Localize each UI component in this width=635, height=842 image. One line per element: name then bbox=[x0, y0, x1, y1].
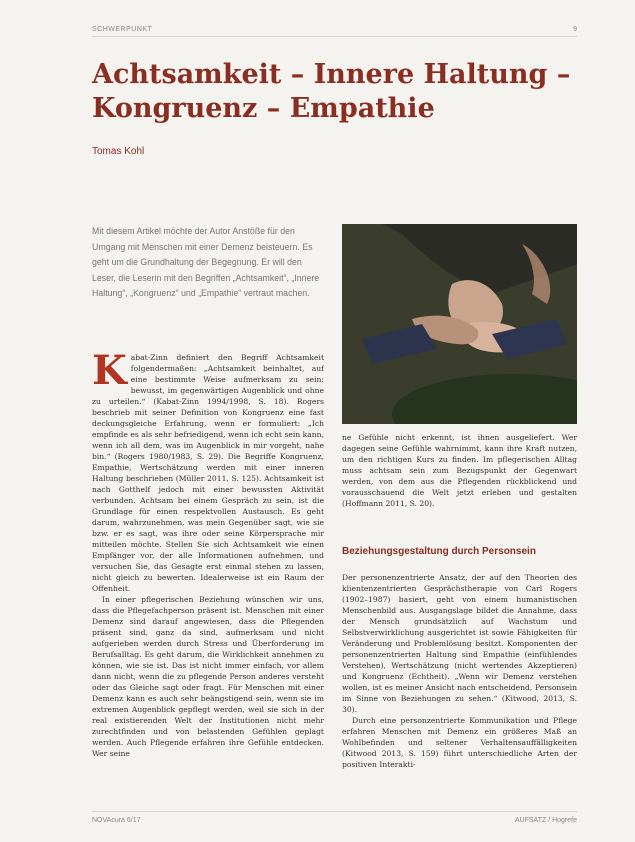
article-title: Achtsamkeit – Innere Haltung – Kongruenz – Empathie bbox=[92, 59, 571, 124]
body-paragraph: Durch eine personzentrierte Kommunikation und Pflege erfahren Menschen mit Demenz ein größeres Maß an Wohlbefinden und seltener Verhaltensauffälligkeiten (Kitwood 2013, S. 159) führt unterschiedliche Arten der positiven Interakti- bbox=[342, 716, 577, 769]
running-head: SCHWERPUNKT bbox=[92, 26, 153, 33]
body-column-1 bbox=[92, 352, 324, 812]
article-author: Tomas Kohl bbox=[92, 146, 145, 157]
section-subheading: Beziehungsgestaltung durch Personsein bbox=[342, 546, 536, 557]
body-column-2 bbox=[342, 572, 577, 812]
hands-photo-illustration bbox=[342, 224, 577, 424]
drop-cap: K bbox=[92, 352, 127, 394]
bottom-rule bbox=[92, 811, 577, 812]
body-paragraph: In einer pflegerischen Beziehung wünschen wir uns, dass die Pflegefachperson präsent ist. Menschen mit einer Demenz sind darauf angewiesen, dass die Pflegenden präsent sind, ganz da sind, aufmerksam und nicht aufgerieben werden durch Stress und Überforderung im Berufsalltag. Es geht darum, die Wirklichkeit annehmen zu können, wie sie ist. Das ist nicht immer einfach, vor allem dann nicht, wenn die zu pflegende Person anderes versteht oder das Gleiche sagt oder fragt. Für Menschen mit einer Demenz kann es auch sehr beängstigend sein, wenn sie im extremen Augenblick gepflegt werden, weil sie sich in der real existierenden Welt der Institutionen nicht mehr zurechtfinden und von belastenden Gefühlen geplagt werden. Auch Pflegende erfahren ihre Gefühle entdecken. Wer seine bbox=[92, 595, 324, 758]
body-column-2-top: ne Gefühle nicht erkennt, ist ihnen ausgeliefert. Wer dagegen seine Gefühle wahrnimmt, kann ihre Kraft nutzen, um den richtigen Kurs zu finden. Im pflegerischen Alltag muss achtsam sein zum Bezugspunkt der Gegenwart werden, von dem aus die Pflegenden rückblickend und vorausschauend die Welt jetzt erleben und gestalten (Hoffmann 2011, S. 20). bbox=[342, 433, 577, 508]
article-photo bbox=[342, 224, 577, 424]
footer-left: NOVAcura 6/17 bbox=[92, 817, 141, 824]
footer-right: AUFSATZ / Hogrefe bbox=[514, 817, 577, 824]
article-intro: Mit diesem Artikel möchte der Autor Anstöße für den Umgang mit Menschen mit einer Demenz beisteuern. Es geht um die Grundhaltung der Begegnung. Er will den Leser, die Leserin mit den Begriffen „Achtsamkeit“, „Innere Haltung“, „Kongruenz“ und „Empathie“ vertraut machen. bbox=[92, 226, 320, 298]
body-paragraph: Der personenzentrierte Ansatz, der auf den Theorien des klientenzentrierten Gesprächstherapie von Carl Rogers (1902–1987) basiert, geht von einem humanistischen Menschenbild aus. Ausgangslage bildet die Annahme, dass der Mensch grundsätzlich auf Wachstum und Selbstverwirklichung ausgerichtet ist sowie Fähigkeiten für Veränderung und Problemlösung besitzt. Komponenten der personenzentrierten Haltung sind Empathie (einfühlendes Verstehen), Wertschätzung (nicht wertendes Akzeptieren) und Kongruenz (Echtheit). „Wenn wir Demenz verstehen wollen, ist es meiner Ansicht nach entscheidend, Personsein im Sinne von Beziehungen zu sehen.“ (Kitwood, 2013, S. 30). bbox=[342, 573, 577, 714]
page-number-top: 9 bbox=[573, 26, 577, 33]
top-rule bbox=[92, 36, 577, 37]
body-paragraph: abat-Zinn definiert den Begriff Achtsamkeit folgendermaßen: „Achtsamkeit beinhaltet, auf eine bestimmte Weise aufmerksam zu sein: bewusst, im gegenwärtigen Augenblick und ohne zu urteilen.“ (Kabat-Zinn 1994/1998, S. 18). Rogers beschrieb mit seiner Definition von Kongruenz eine fast deckungsgleiche Erfahrung, wenn er formuliert: „Ich empfinde es als sehr befriedigend, wenn ich echt sein kann, wenn ich all dem, was im Augenblick in mir vorgeht, nahe bin.“ (Rogers 1980/1983, S. 29). Die Begriffe Kongruenz, Empathie, Wertschätzung werden mit einer inneren Haltung beschrieben (Müller 2011, S. 125). Achtsamkeit ist nach Gotthelf jedoch mit einer bewussten Aktivität verbunden. Achtsam bei einem Gespräch zu sein, ist die Grundlage für einen respektvollen Austausch. Es geht darum, wahrzunehmen, was mein Gegenüber sagt, wie sie bzw. er es sagt, was ihre oder seine Körpersprache mir mitteilen möchte. Stellen Sie sich Achtsamkeit wie einen Empfänger vor, der alle Informationen aufnehmen, und versuchen Sie, das Gesagte erst einmal stehen zu lassen, nicht gleich zu bewerten. Idealerweise ist ein Raum der Offenheit. bbox=[92, 353, 324, 593]
